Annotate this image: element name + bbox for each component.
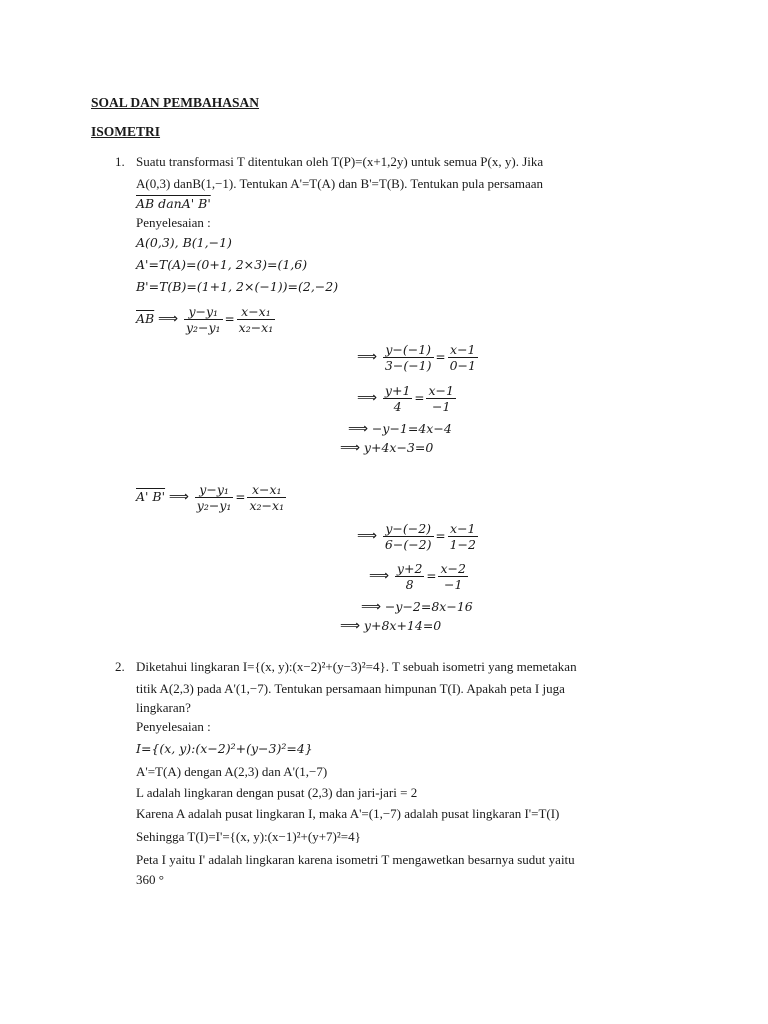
derivation-step <box>357 521 480 552</box>
question-number: 2. <box>115 659 125 674</box>
equals-sign: = <box>224 312 235 326</box>
line-equation-ab <box>136 304 277 335</box>
derivation-result: ⟹ y+8x+14=0 <box>340 618 442 634</box>
solution-label: Penyelesaian : <box>136 215 211 230</box>
derivation-step: ⟹ −y−2=8x−16 <box>361 599 473 615</box>
derivation-step <box>357 383 458 414</box>
fraction: $\frac{y-(-1)}{3-(-1)}$ <box>384 342 432 373</box>
implies-arrow: ⟹ <box>357 528 378 544</box>
line-equation-apbp <box>136 482 288 513</box>
solution-step: A'=T(A) dengan A(2,3) dan A'(1,−7) <box>136 764 328 779</box>
question-text-line: titik A(2,3) pada A'(1,−7). Tentukan persamaan himpunan T(I). Apakah peta I juga <box>136 681 565 696</box>
implies-arrow: ⟹ <box>340 618 361 634</box>
equals-sign: = <box>435 350 446 364</box>
segment-label-apbp: A' B' <box>136 489 166 504</box>
fraction: $\frac{\text{y−y₁}}{\text{y₂−y₁}}$ <box>185 304 221 335</box>
fraction: $\frac{\text{x−x₁}}{\text{x₂−x₁}}$ <box>238 304 274 335</box>
section-title: ISOMETRI <box>91 124 161 139</box>
question-text-line: AB danA' B' <box>136 196 211 211</box>
fraction: $\frac{y-(-2)}{6-(-2)}$ <box>384 521 432 552</box>
fraction: $\frac{x-1}{1-2}$ <box>449 521 476 552</box>
equals-sign: = <box>235 490 246 504</box>
fraction: $\frac{x-1}{-1}$ <box>428 383 454 414</box>
implies-arrow: ⟹ <box>340 440 361 456</box>
solution-step: B'=T(B)=(1+1, 2×(−1))=(2,−2) <box>136 279 339 294</box>
segment-label-ab: $\overline{AB}$ <box>136 311 155 326</box>
implies-arrow: ⟹ <box>361 599 382 615</box>
implies-arrow: ⟹ <box>168 489 189 505</box>
solution-step: A(0,3), B(1,−1) <box>136 235 232 250</box>
question-number: 1. <box>115 154 125 169</box>
equals-sign: = <box>414 391 425 405</box>
derivation-step: ⟹ −y−1=4x−4 <box>348 421 452 437</box>
solution-step: Karena A adalah pusat lingkaran I, maka A'=(1,−7) adalah pusat lingkaran I'=T(I) <box>136 806 560 821</box>
fraction: $\frac{x-1}{0-1}$ <box>449 342 476 373</box>
fraction: $\frac{\text{x−x₁}}{\text{x₂−x₁}}$ <box>249 482 285 513</box>
solution-step: L adalah lingkaran dengan pusat (2,3) dan jari-jari = 2 <box>136 785 418 800</box>
implies-arrow: ⟹ <box>357 390 378 406</box>
implies-arrow: ⟹ <box>357 349 378 365</box>
implies-arrow: ⟹ <box>158 311 179 327</box>
implies-arrow: ⟹ <box>348 421 369 437</box>
solution-step: Sehingga T(I)=I'={(x, y):(x−1)²+(y+7)²=4} <box>136 829 361 844</box>
solution-step: A'=T(A)=(0+1, 2×3)=(1,6) <box>136 257 308 272</box>
solution-label: Penyelesaian : <box>136 719 211 734</box>
fraction: $\frac{\text{y−y₁}}{\text{y₂−y₁}}$ <box>196 482 232 513</box>
solution-step: I={(x, y):(x−2)²+(y−3)²=4} <box>136 741 313 756</box>
equals-sign: = <box>426 569 437 583</box>
solution-step: 360 ° <box>136 872 164 887</box>
derivation-result: ⟹ y+4x−3=0 <box>340 440 434 456</box>
question-text-line: Diketahui lingkaran I={(x, y):(x−2)²+(y−3)²=4}. T sebuah isometri yang memetakan <box>136 659 577 674</box>
question-text-line: A(0,3) danB(1,−1). Tentukan A'=T(A) dan B'=T(B). Tentukan pula persamaan <box>136 176 544 191</box>
fraction: $\frac{y+2}{8}$ <box>396 561 423 592</box>
fraction: $\frac{x-2}{-1}$ <box>440 561 466 592</box>
question-text-line: Suatu transformasi T ditentukan oleh T(P)=(x+1,2y) untuk semua P(x, y). Jika <box>136 154 544 169</box>
derivation-step <box>369 561 470 592</box>
equals-sign: = <box>435 529 446 543</box>
document-title: SOAL DAN PEMBAHASAN <box>91 95 260 110</box>
question-text-line: lingkaran? <box>136 700 191 715</box>
fraction: $\frac{y+1}{4}$ <box>384 383 411 414</box>
solution-step: Peta I yaitu I' adalah lingkaran karena isometri T mengawetkan besarnya sudut yaitu <box>136 852 575 867</box>
implies-arrow: ⟹ <box>369 568 390 584</box>
derivation-step <box>357 342 480 373</box>
